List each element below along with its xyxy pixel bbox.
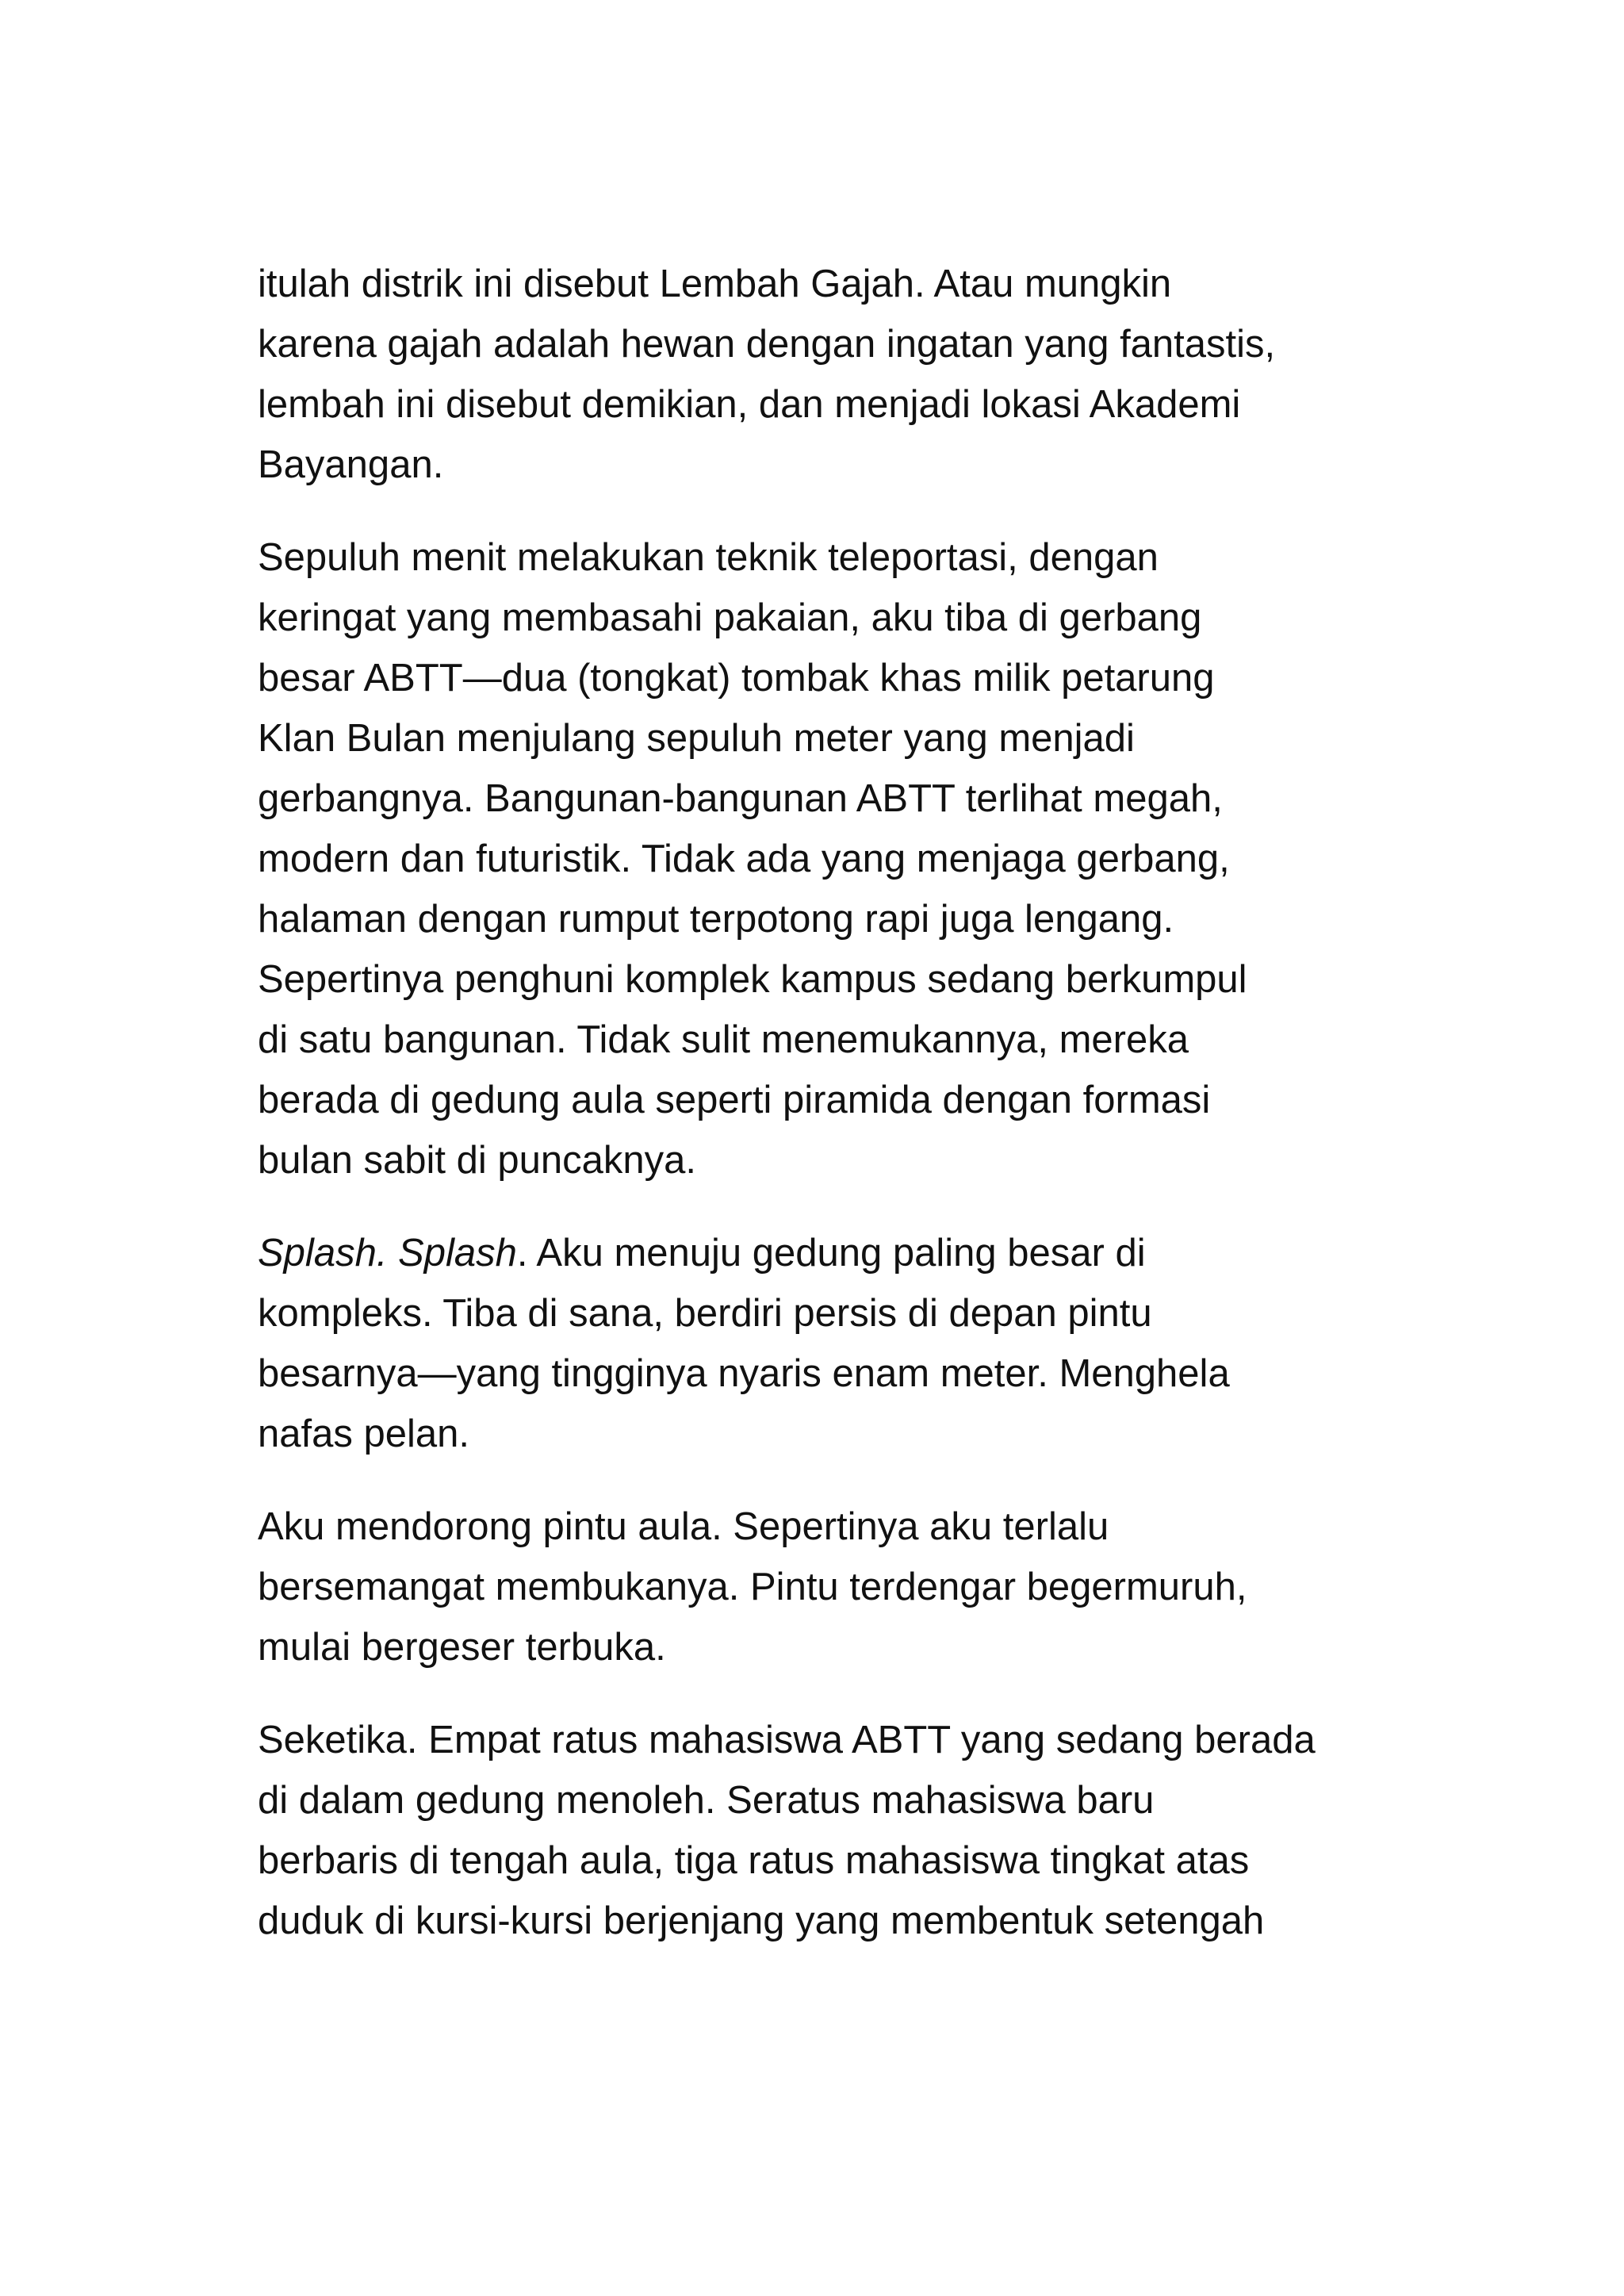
text-line: bulan sabit di puncaknya.: [258, 1139, 696, 1182]
paragraph-3: [258, 1223, 1400, 1464]
text-line: Seketika. Empat ratus mahasiswa ABTT yang sedang berada: [258, 1719, 1316, 1761]
text-line: Sepuluh menit melakukan teknik teleportasi, dengan: [258, 536, 1159, 579]
text-line: bersemangat membukanya. Pintu terdengar begermuruh,: [258, 1566, 1247, 1608]
paragraph-4: [258, 1497, 1400, 1677]
text-line: nafas pelan.: [258, 1412, 469, 1455]
text-line: itulah distrik ini disebut Lembah Gajah. Atau mungkin: [258, 263, 1172, 305]
text-line: berada di gedung aula seperti piramida dengan formasi: [258, 1079, 1211, 1121]
text-line: Bayangan.: [258, 443, 444, 486]
text-line: Klan Bulan menjulang sepuluh meter yang menjadi: [258, 717, 1135, 760]
text-line: lembah ini disebut demikian, dan menjadi lokasi Akademi: [258, 383, 1241, 426]
text-line: kompleks. Tiba di sana, berdiri persis di depan pintu: [258, 1292, 1152, 1335]
text-line: di satu bangunan. Tidak sulit menemukannya, mereka: [258, 1018, 1189, 1061]
text-line: karena gajah adalah hewan dengan ingatan yang fantastis,: [258, 323, 1276, 366]
text-line: besar ABTT—dua (tongkat) tombak khas milik petarung: [258, 657, 1215, 700]
text-run: . Aku menuju gedung paling besar di: [516, 1232, 1146, 1274]
paragraph-5: [258, 1710, 1400, 1951]
text-line: berbaris di tengah aula, tiga ratus mahasiswa tingkat atas: [258, 1839, 1250, 1882]
text-line: modern dan futuristik. Tidak ada yang menjaga gerbang,: [258, 838, 1230, 880]
text-line: mulai bergeser terbuka.: [258, 1626, 666, 1669]
paragraph-2: [258, 527, 1400, 1190]
italic-text: Splash. Splash: [258, 1232, 517, 1274]
text-line: [258, 1223, 1400, 1283]
text-line: di dalam gedung menoleh. Seratus mahasiswa baru: [258, 1779, 1155, 1822]
text-line: Sepertinya penghuni komplek kampus sedang berkumpul: [258, 958, 1247, 1001]
paragraph-1: [258, 254, 1400, 495]
text-line: besarnya—yang tingginya nyaris enam meter. Menghela: [258, 1352, 1230, 1395]
text-line: gerbangnya. Bangunan-bangunan ABTT terlihat megah,: [258, 777, 1223, 820]
text-line: halaman dengan rumput terpotong rapi juga lengang.: [258, 898, 1174, 941]
text-line: Aku mendorong pintu aula. Sepertinya aku terlalu: [258, 1505, 1109, 1548]
body-text: [258, 254, 1400, 1984]
text-line: duduk di kursi-kursi berjenjang yang membentuk setengah: [258, 1899, 1265, 1942]
text-line: keringat yang membasahi pakaian, aku tiba di gerbang: [258, 596, 1202, 639]
